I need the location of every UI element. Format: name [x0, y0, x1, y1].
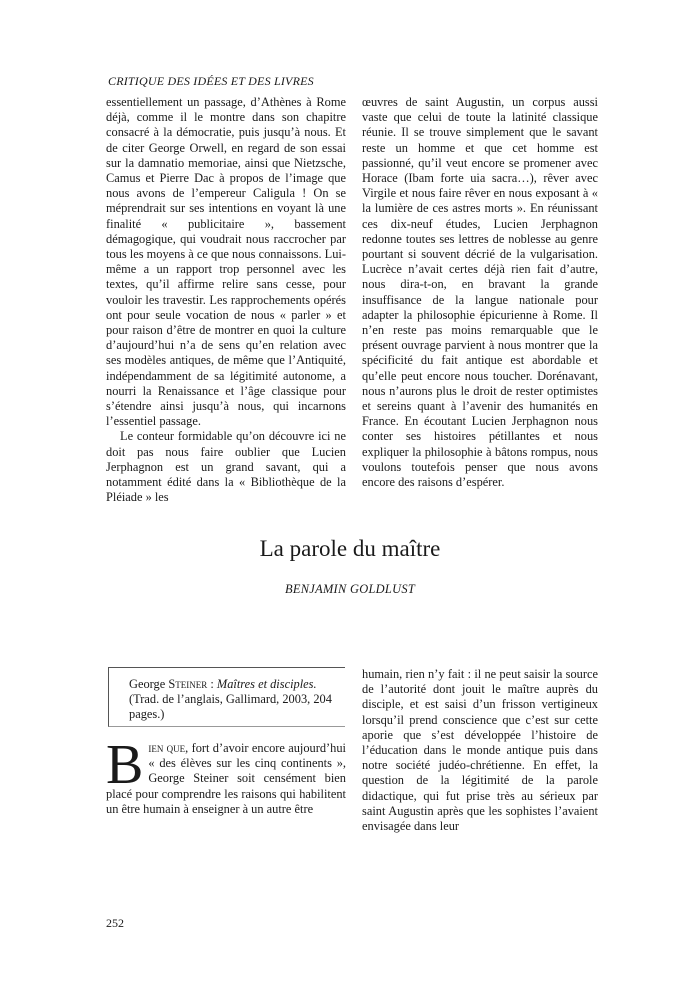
column-right-top: [362, 95, 598, 490]
page-number: 252: [106, 916, 124, 930]
paragraph-text: , fort d’avoir encore aujourd’hui « des élèves sur les cinq continents », George Steiner soit censément bien placé pour comprendre les raisons qui habilitent un être humain à enseigner à un autre être: [106, 741, 347, 816]
opening-paragraph: [106, 734, 347, 817]
reference-details: (Trad. de l’anglais, Gallimard, 2003, 204 pages.): [129, 692, 332, 722]
paragraph: essentiellement un passage, d’Athènes à Rome déjà, comme il le montre dans son chapitre consacré à la démocratie, puis jusqu’à nous. Et de citer George Orwell, en regard de son essai sur la damnatio memoriae, ainsi que Nietzsche, Camus et Pierre Dac à propos de l’image que nous avons de l’empereur Caligula ! On se méprendrait sur ses intentions en voyant là une finalité « publicitaire », bassement démagogique, qui voudrait nous raccrocher par tous les moyens à ce que nous connaissons. Lui-même a un rapport trop personnel avec les textes, qu’il affirme relire sans cesse, pour vouloir les travestir. Les rapprochements opérés ont pour seule vocation de nous « parler » et pour raison d’être de montrer en quoi la culture d’aujourd’hui n’a de sens qu’en relation avec ses modèles antiques, de même que l’Antiquité, indépendamment de sa légitimité autonome, a nourri la Renaissance et l’âge classique pour s’étendre ainsi jusqu’à nous, qui incarnons l’essentiel passage.: [106, 95, 346, 429]
article-title: La parole du maître: [259, 536, 441, 561]
book-reference-box: [108, 667, 345, 727]
paragraph: Le conteur formidable qu’on découvre ici ne doit pas nous faire oublier que Lucien Jerphagnon est un grand savant, qui a notamment édité dans la « Bibliothèque de la Pléiade » les: [106, 429, 346, 505]
book-reference: George Steiner : Maîtres et disciples. (Trad. de l’anglais, Gallimard, 2003, 204 pages.): [129, 677, 332, 722]
lead-in: ien que: [148, 741, 186, 755]
article-author: BENJAMIN GOLDLUST: [284, 582, 416, 596]
drop-cap: B: [106, 734, 144, 796]
column-left-bottom: [106, 734, 347, 817]
column-left-top: [106, 95, 346, 505]
reference-author-first: George: [129, 677, 166, 691]
paragraph: œuvres de saint Augustin, un corpus aussi vaste que celui de toute la latinité classique réunie. Il se trouve simplement que le savant reste un homme et que cet homme est passionné, qu’il veut encore se promener avec Horace (Ibam forte uia sacra…), rêver avec Virgile et nous faire rêver en nous exposant à « la lumière de ces astres morts ». En réunissant ces dix-neuf études, Lucien Jerphagnon redonne toutes ses lettres de noblesse au genre pourtant si souvent décrié de la vulgarisation. Lucrèce n’avait certes déjà rien fait d’autre, nous dira-t-on, en bravant la grande insuffisance de la langue nationale pour adapter la philosophie épicurienne à Rome. Il n’en reste pas moins remarquable que le présent ouvrage parvient à nous montrer que la spécificité du fait antique est abordable et qu’elle peut encore nous toucher. Dorénavant, nous n’aurons plus le droit de rester optimistes et sereins quant à l’avenir des humanités en France. En écoutant Lucien Jerphagnon nous conter ses histoires pétillantes et nous expliquer la philosophie à bâtons rompus, nous voulons toutefois penser que nous avons encore des raisons d’espérer.: [362, 95, 598, 490]
paragraph: humain, rien n’y fait : il ne peut saisir la source de l’autorité dont jouit le maître auprès du disciple, et est saisi d’un frisson vertigineux lorsqu’il prend conscience que c’est sur cette aporie que s’est développée l’histoire de l’éducation dans le monde antique puis dans notre société judéo-chrétienne. En effet, la question de la légitimité de la parole didactique, qui fut prise très au sérieux par saint Augustin après que les sophistes l’avaient envisagée dans leur: [362, 667, 598, 834]
column-right-bottom: [362, 667, 598, 834]
running-head: CRITIQUE DES IDÉES ET DES LIVRES: [108, 74, 314, 88]
reference-book-title: Maîtres et disciples.: [216, 677, 317, 691]
reference-author-last: Steiner: [168, 677, 208, 691]
